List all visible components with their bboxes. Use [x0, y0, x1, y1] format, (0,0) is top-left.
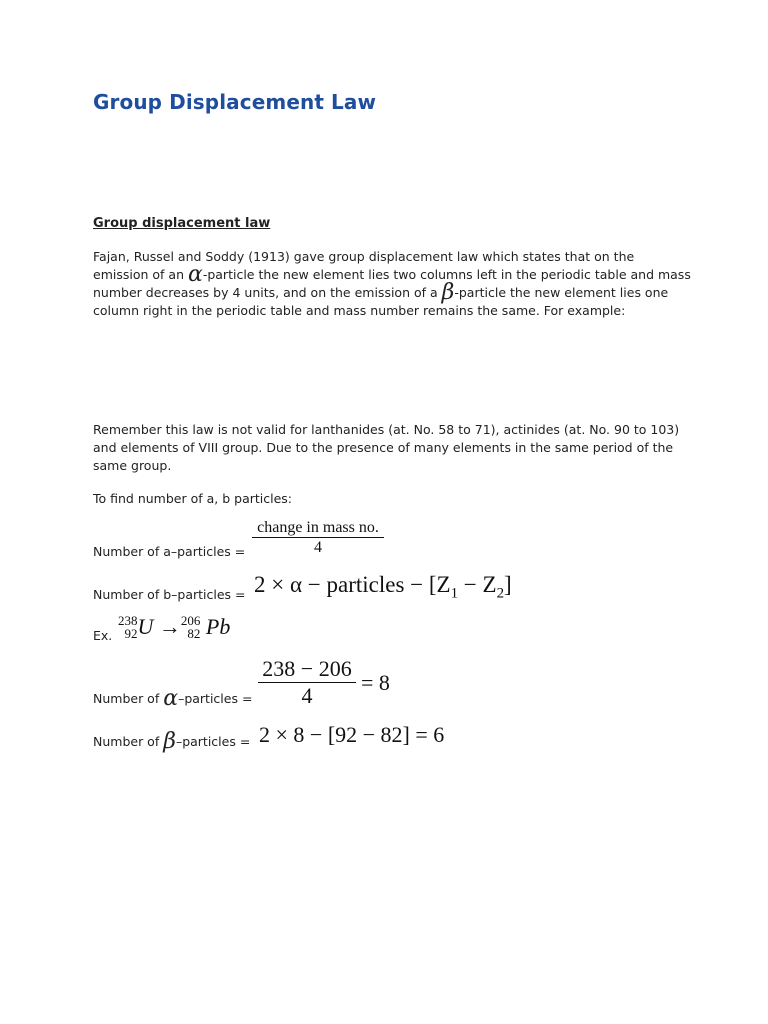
law-description-paragraph	[93, 248, 693, 320]
lead-atomic-number: 82	[187, 625, 201, 641]
formula4-beta-symbol: β	[163, 729, 176, 754]
formula2-expression	[254, 572, 512, 603]
formula2-sub1: 1	[450, 585, 459, 602]
formula4-label	[93, 729, 251, 754]
formula2-expr: 2 × α − particles − [Z	[254, 572, 451, 597]
formula1-denominator: 4	[314, 539, 322, 556]
para1-part2: -particle the new element lies two columns left in the periodic table and mass number decreases by 4 units, and on the emission of a	[93, 267, 691, 300]
formula1-numerator: change in mass no.	[257, 519, 379, 536]
formula4-expression: 2 × 8 − [92 − 82] = 6	[259, 722, 445, 747]
formula3-label	[93, 686, 253, 711]
lead-symbol: Pb	[205, 613, 231, 639]
formula3-fraction	[258, 656, 356, 709]
uranium-mass-number: 238	[118, 612, 138, 628]
arrow-icon: →	[158, 613, 181, 639]
formula2-end: ]	[504, 572, 512, 597]
alpha-symbol: α	[187, 262, 203, 287]
formula1-label: Number of a–particles =	[93, 544, 246, 559]
example-label: Ex.	[93, 628, 113, 643]
formula3-label-pre: Number of	[93, 691, 164, 706]
formula3-denominator: 4	[301, 683, 313, 708]
formula4-label-post: –particles =	[175, 734, 251, 749]
formula3-label-post: –particles =	[178, 691, 253, 706]
formula2-label: Number of b–particles =	[93, 587, 246, 602]
para1-part1: Fajan, Russel and Soddy (1913) gave group displacement law which states that on the emission of an	[93, 249, 635, 282]
lead-mass-number: 206	[180, 612, 201, 628]
para1-part3: -particle the new element lies one column right in the periodic table and mass number remains the same. For example:	[93, 285, 669, 318]
lead-numbers	[181, 614, 201, 640]
formula2-sub2: 2	[496, 585, 505, 602]
formula1-fraction	[252, 519, 384, 557]
uranium-numbers	[118, 614, 138, 640]
formula2-mid: − Z	[458, 572, 497, 597]
beta-symbol: β	[441, 280, 455, 305]
decay-equation	[118, 612, 230, 640]
uranium-atomic-number: 92	[124, 625, 138, 641]
formula3-numerator: 238 − 206	[262, 656, 352, 681]
formula3-result: = 8	[361, 670, 390, 695]
section-heading: Group displacement law	[93, 216, 271, 231]
uranium-symbol: U	[137, 613, 154, 639]
formula4-label-pre: Number of	[93, 734, 164, 749]
exception-paragraph: Remember this law is not valid for lanthanides (at. No. 58 to 71), actinides (at. No. 90 to 103) and elements of VIII group. Due to the presence of many elements in the same period of the same group.	[93, 422, 680, 473]
intro-formula-text: To find number of a, b particles:	[93, 491, 292, 506]
page-title: Group Displacement Law	[93, 90, 377, 114]
formula3-alpha-symbol: α	[163, 686, 179, 711]
